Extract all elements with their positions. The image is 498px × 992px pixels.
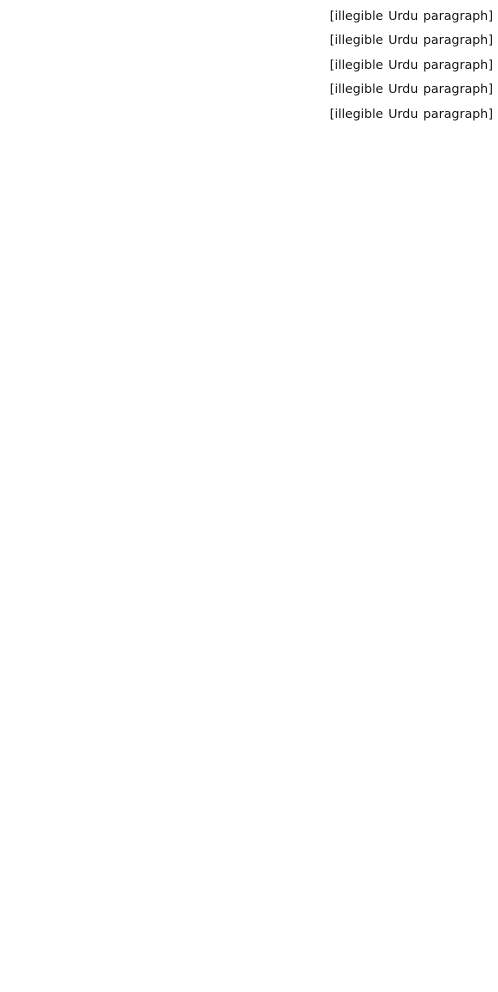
- article-paragraph-3: [illegible Urdu paragraph]: [329, 56, 493, 72]
- article-paragraph-5: [illegible Urdu paragraph]: [329, 105, 493, 121]
- article-paragraph-2: [illegible Urdu paragraph]: [329, 32, 493, 48]
- urdu-article-column: [5, 4, 493, 126]
- article-paragraph-1: [illegible Urdu paragraph]: [329, 8, 493, 23]
- article-paragraph-4: [illegible Urdu paragraph]: [329, 81, 493, 97]
